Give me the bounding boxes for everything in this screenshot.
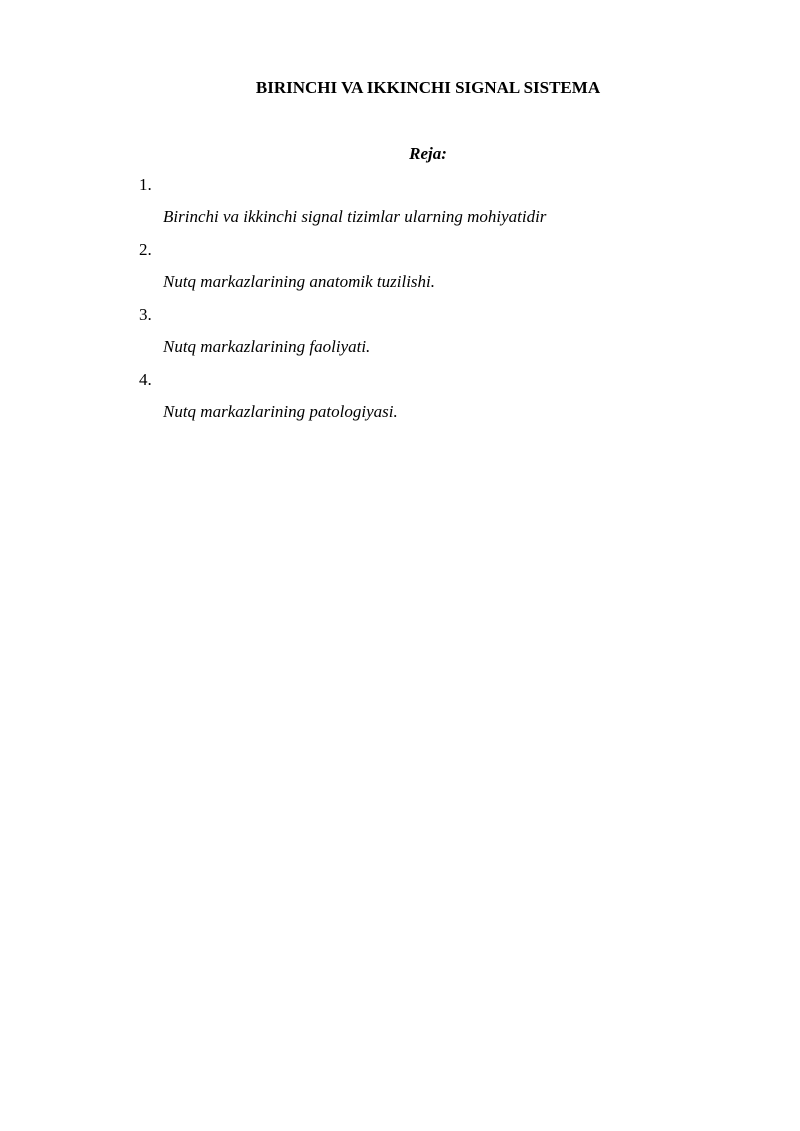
list-item-number: 2.	[139, 240, 152, 259]
plan-list	[139, 173, 739, 433]
list-item	[139, 173, 739, 238]
list-item-number: 4.	[139, 370, 152, 389]
list-item	[139, 238, 739, 303]
list-item-text: Birinchi va ikkinchi signal tizimlar ularning mohiyatidir	[163, 207, 547, 226]
list-item-text: Nutq markazlarining anatomik tuzilishi.	[163, 272, 436, 291]
list-item	[139, 303, 739, 368]
document-title: BIRINCHI VA IKKINCHI SIGNAL SISTEMA	[255, 78, 601, 97]
plan-heading: Reja:	[409, 144, 447, 163]
list-item-number: 1.	[139, 175, 152, 194]
list-item-text: Nutq markazlarining faoliyati.	[163, 337, 371, 356]
list-item-number: 3.	[139, 305, 152, 324]
list-item	[139, 368, 739, 433]
list-item-text: Nutq markazlarining patologiyasi.	[163, 402, 398, 421]
